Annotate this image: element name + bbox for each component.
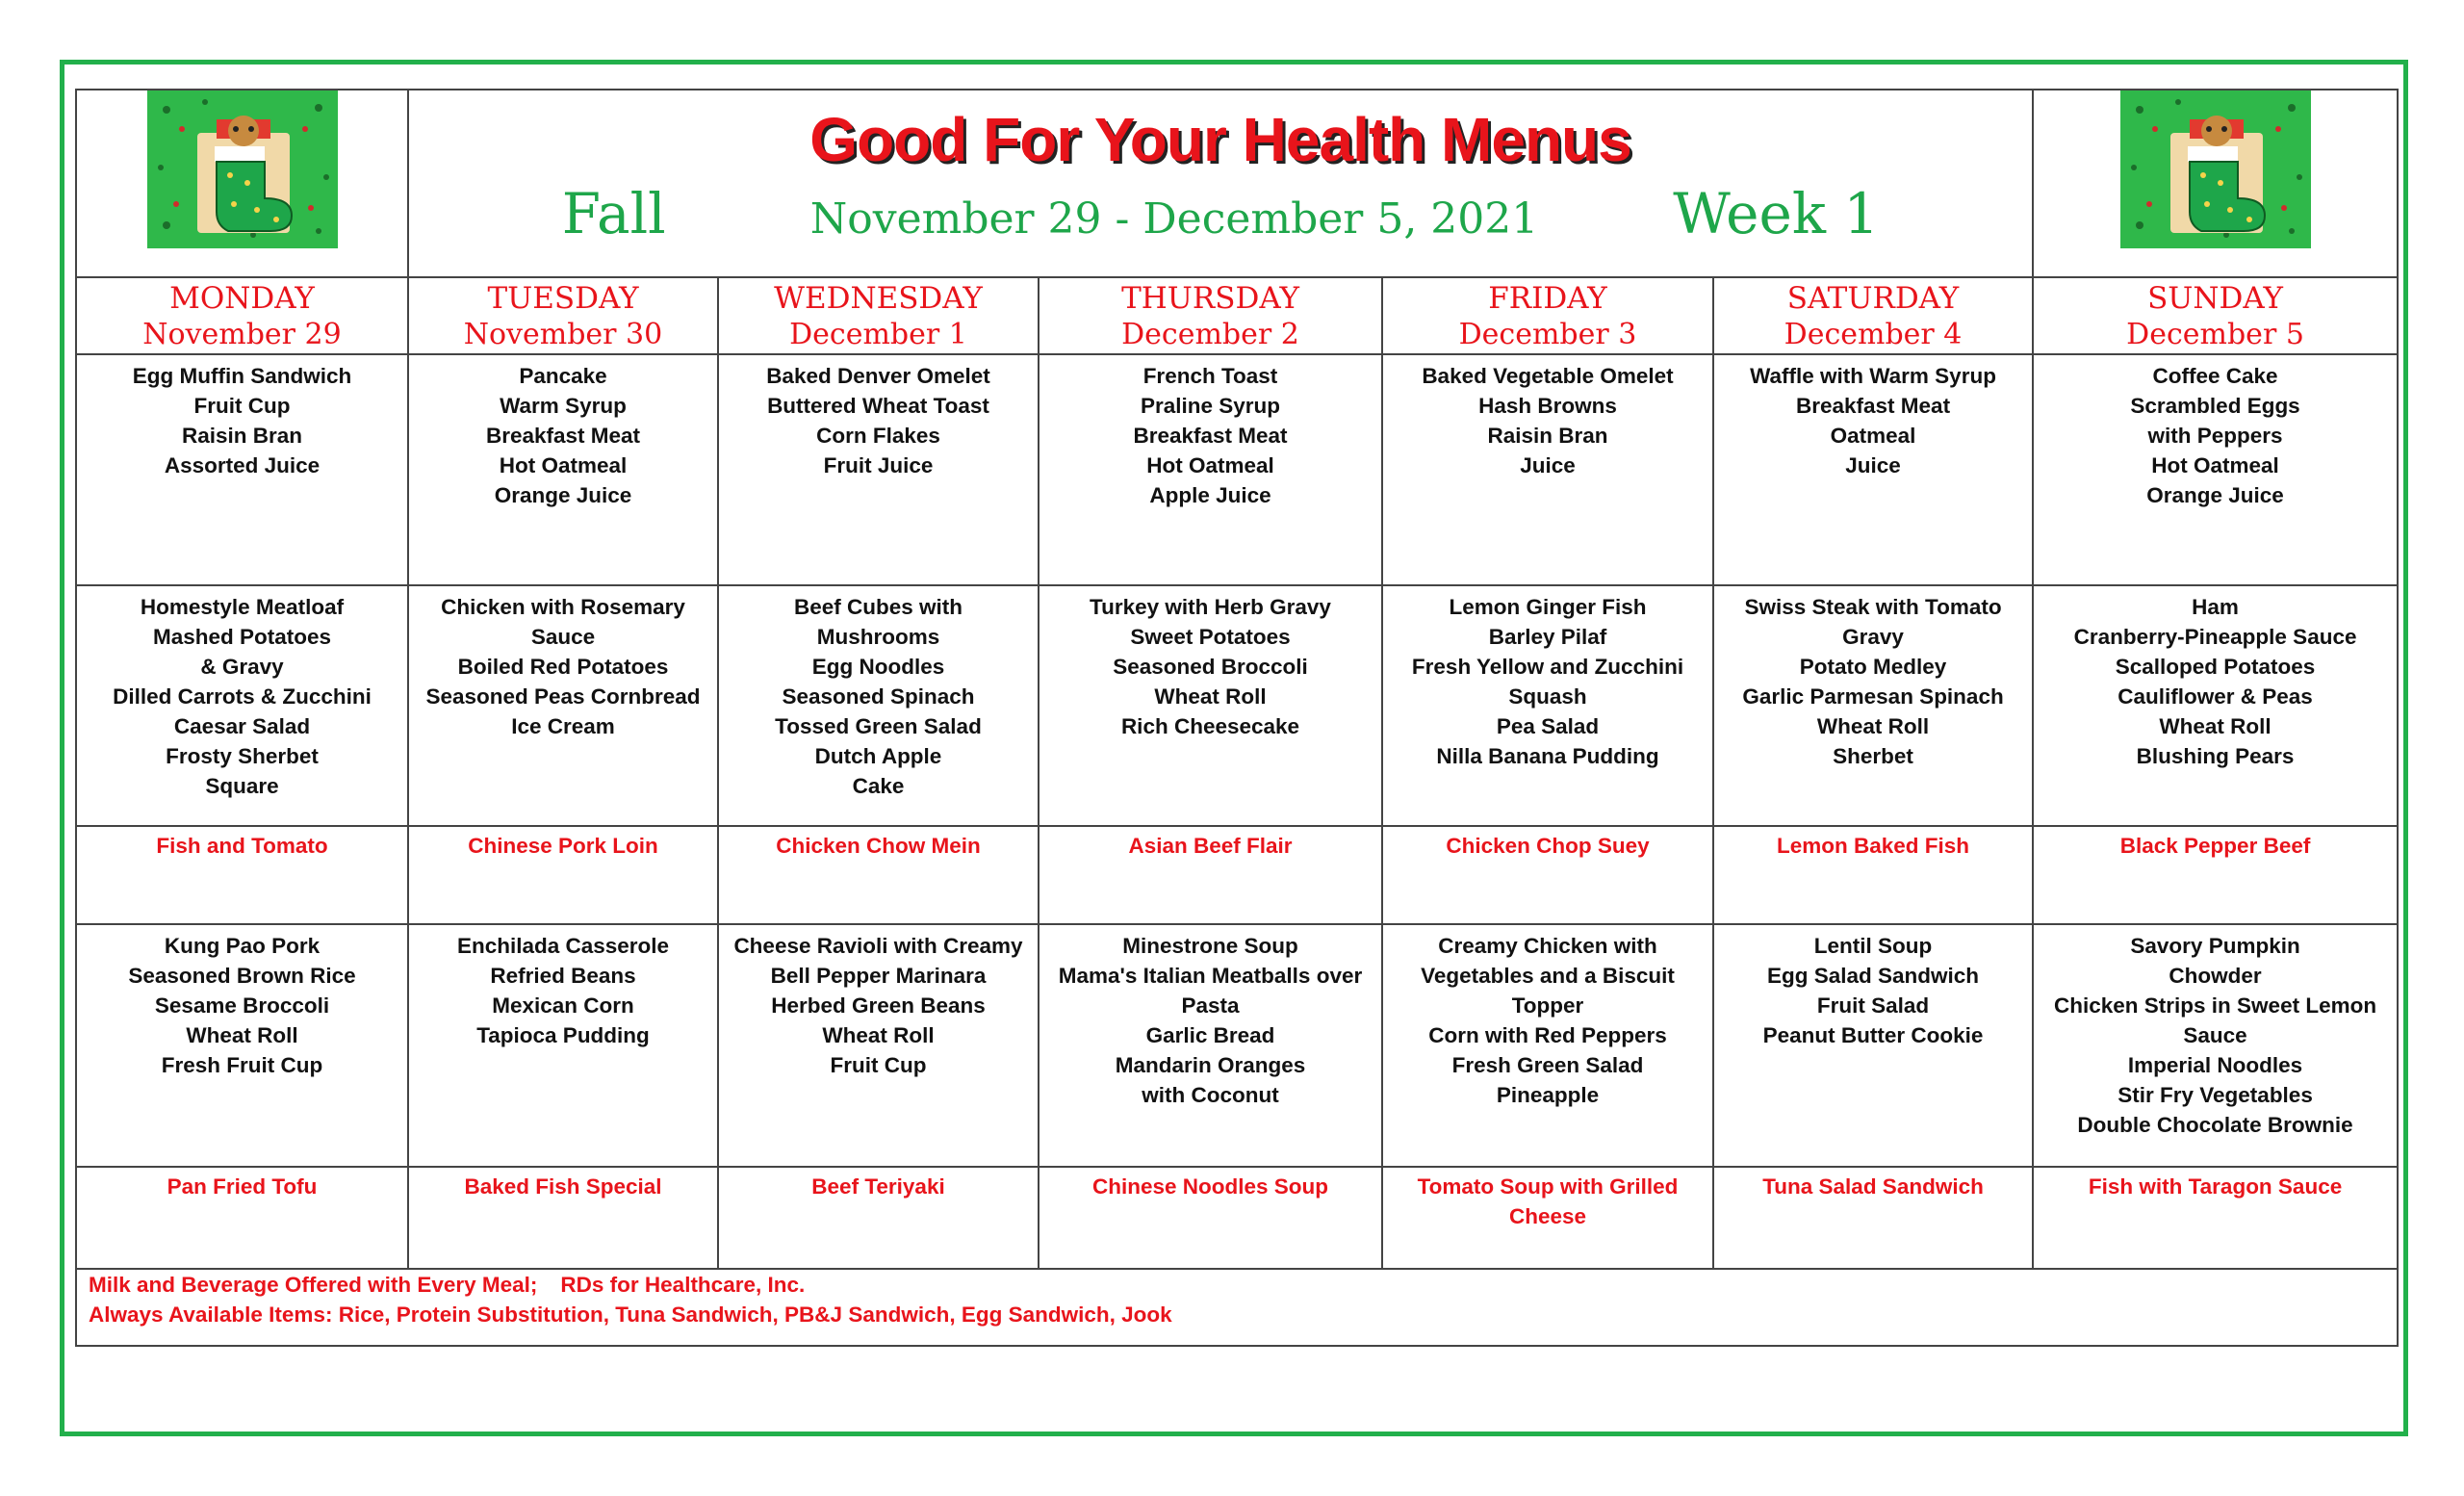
menu-item: Scrambled Eggs [2130,394,2300,418]
day-name: SATURDAY [1786,281,1960,316]
menu-item: Creamy Chicken with [1438,934,1657,958]
menu-item: Black Pepper Beef [2119,834,2311,858]
breakfast-cell-monday [76,354,408,585]
lunch-alt-list [409,827,717,861]
menu-item: Breakfast Meat [1795,394,1951,418]
menu-item: Dutch Apple [814,744,942,768]
menu-item: Potato Medley [1799,655,1947,679]
menu-item: Seasoned Broccoli [1113,655,1308,679]
menu-item: Wheat Roll [2159,714,2272,738]
lunch-alt-list [1383,827,1712,861]
menu-item: with Peppers [2147,424,2283,448]
lunch-alt-list [1040,827,1381,861]
menu-item: Breakfast Meat [485,424,641,448]
christmas-stocking-icon [2120,90,2311,248]
dinner-list [1040,925,1381,1110]
menu-item: Beef Teriyaki [811,1174,945,1199]
menu-item: Sauce [530,625,596,649]
menu-item: Squash [1508,684,1587,709]
day-name: MONDAY [169,281,315,316]
lunch-list [77,586,407,801]
menu-item: Chinese Noodles Soup [1091,1174,1329,1199]
menu-item: Oatmeal [1830,424,1916,448]
season-label: Fall [561,181,666,246]
dinner-cell-thursday [1039,924,1382,1167]
lunch-list [719,586,1038,801]
menu-item: Fruit Cup [193,394,291,418]
header-row [76,90,2398,277]
menu-item: Hash Browns [1478,394,1617,418]
breakfast-list [2034,355,2397,510]
lunch-alt-cell-friday [1382,826,1713,924]
menu-item: Sesame Broccoli [154,993,330,1018]
menu-item: Lemon Ginger Fish [1449,595,1647,619]
menu-item: Pasta [1181,993,1240,1018]
menu-item: Chowder [2169,964,2262,988]
lunch-alt-list [2034,827,2397,861]
day-date: November 29 [142,318,342,351]
dinner-alt-list [2034,1168,2397,1201]
dinner-alt-cell-saturday [1713,1167,2033,1269]
menu-item: Garlic Bread [1145,1023,1275,1047]
menu-item: Egg Muffin Sandwich [132,364,352,388]
menu-item: Dilled Carrots & Zucchini [113,684,372,709]
menu-item: Rich Cheesecake [1120,714,1300,738]
menu-item: Orange Juice [494,483,632,507]
footer-always-available: Always Available Items: Rice, Protein Substitution, Tuna Sandwich, PB&J Sandwich, Egg Sandwich, Jook [89,1303,1172,1327]
dinner-cell-tuesday [408,924,718,1167]
menu-item: Seasoned Brown Rice [128,964,356,988]
menu-item: Assorted Juice [164,453,321,477]
breakfast-cell-wednesday [718,354,1039,585]
breakfast-list [719,355,1038,480]
menu-item: Fresh Green Salad [1451,1053,1644,1077]
menu-item: Pea Salad [1496,714,1600,738]
menu-item: Savory Pumpkin [2130,934,2300,958]
menu-item: Waffle with Warm Syrup [1750,364,1996,388]
day-date: November 30 [463,318,663,351]
menu-item: Coffee Cake [2152,364,2278,388]
day-header-wednesday [718,277,1039,354]
dinner-alt-cell-sunday [2033,1167,2398,1269]
menu-item: Minestrone Soup [1122,934,1298,958]
dinner-cell-friday [1382,924,1713,1167]
menu-item: Cheese Ravioli with Creamy [733,934,1023,958]
dinner-cell-sunday [2033,924,2398,1167]
menu-item: Orange Juice [2146,483,2284,507]
menu-item: Asian Beef Flair [1128,834,1293,858]
lunch-list [2034,586,2397,771]
menu-item: Bell Pepper Marinara [770,964,987,988]
dinner-list [719,925,1038,1080]
lunch-alt-cell-tuesday [408,826,718,924]
dinner-list [2034,925,2397,1140]
menu-item: Ice Cream [511,714,615,738]
dinner-alt-row [76,1167,2398,1269]
day-header-sunday [2033,277,2398,354]
menu-item: Lentil Soup [1813,934,1933,958]
footer-row [76,1269,2398,1346]
menu-item: Sweet Potatoes [1130,625,1291,649]
dinner-list [409,925,717,1050]
menu-item: Double Chocolate Brownie [2077,1113,2353,1137]
menu-item: Cake [852,774,905,798]
dinner-cell-wednesday [718,924,1039,1167]
breakfast-cell-tuesday [408,354,718,585]
menu-item: Hot Oatmeal [1146,453,1274,477]
menu-item: Tossed Green Salad [775,714,982,738]
dinner-alt-list [1714,1168,2032,1201]
menu-item: French Toast [1142,364,1278,388]
menu-item: Chicken Chop Suey [1446,834,1650,858]
day-date: December 5 [2126,318,2304,351]
menu-item: Mandarin Oranges [1115,1053,1306,1077]
menu-item: Wheat Roll [822,1023,935,1047]
day-name: WEDNESDAY [774,281,983,316]
menu-item: Imperial Noodles [2127,1053,2303,1077]
menu-item: Baked Vegetable Omelet [1422,364,1674,388]
menu-item: Raisin Bran [181,424,303,448]
lunch-list [1714,586,2032,771]
menu-item: Raisin Bran [1487,424,1608,448]
lunch-list [1040,586,1381,741]
lunch-cell-monday [76,585,408,826]
week-label: Week 1 [1673,181,1880,246]
date-range: November 29 - December 5, 2021 [809,194,1539,244]
menu-item: Seasoned Spinach [782,684,975,709]
day-header-friday [1382,277,1713,354]
lunch-alt-cell-monday [76,826,408,924]
footer-notes [76,1269,2398,1346]
menu-item: Stir Fry Vegetables [2118,1083,2313,1107]
menu-item: Cheese [1508,1204,1587,1228]
header-subtitle [409,181,2032,246]
dinner-alt-cell-thursday [1039,1167,1382,1269]
menu-item: Baked Fish Special [464,1174,662,1199]
dinner-alt-cell-tuesday [408,1167,718,1269]
menu-item: Egg Noodles [811,655,945,679]
lunch-list [409,586,717,741]
breakfast-cell-thursday [1039,354,1382,585]
menu-item: Barley Pilaf [1488,625,1607,649]
menu-item: Fruit Salad [1816,993,1930,1018]
menu-item: Blushing Pears [2136,744,2295,768]
lunch-cell-tuesday [408,585,718,826]
dinner-alt-list [409,1168,717,1201]
menu-item: Mexican Corn [492,993,634,1018]
header-title-cell [408,90,2033,277]
logo-left [76,90,408,277]
menu-item: Sherbet [1833,744,1913,768]
menu-item: Beef Cubes with [793,595,963,619]
day-header-monday [76,277,408,354]
menu-item: Fish and Tomato [156,834,328,858]
day-date: December 1 [789,318,967,351]
menu-item: Breakfast Meat [1133,424,1288,448]
menu-item: Caesar Salad [173,714,311,738]
menu-item: Turkey with Herb Gravy [1090,595,1331,619]
menu-table [75,89,2399,1347]
lunch-alt-list [77,827,407,861]
menu-item: Herbed Green Beans [771,993,986,1018]
menu-item: Fresh Fruit Cup [161,1053,323,1077]
lunch-alt-row [76,826,2398,924]
menu-item: Mashed Potatoes [152,625,332,649]
lunch-alt-cell-thursday [1039,826,1382,924]
menu-item: Gravy [1842,625,1904,649]
day-name: SUNDAY [2147,281,2284,316]
menu-item: Square [205,774,279,798]
footer-company: RDs for Healthcare, Inc. [560,1273,806,1297]
menu-item: Lemon Baked Fish [1777,834,1970,858]
menu-item: Juice [1845,453,1901,477]
menu-item: Corn with Red Peppers [1428,1023,1667,1047]
menu-item: Fruit Juice [823,453,934,477]
breakfast-list [1040,355,1381,510]
lunch-alt-cell-saturday [1713,826,2033,924]
menu-item: Pancake [519,364,607,388]
menu-item: Tuna Salad Sandwich [1762,1174,1984,1199]
lunch-cell-friday [1382,585,1713,826]
menu-item: Frosty Sherbet [166,744,319,768]
menu-item: Peanut Butter Cookie [1762,1023,1984,1047]
breakfast-list [1714,355,2032,480]
menu-item: Pan Fried Tofu [167,1174,318,1199]
lunch-cell-thursday [1039,585,1382,826]
menu-item: Mama's Italian Meatballs over [1058,964,1363,988]
menu-item: Buttered Wheat Toast [767,394,989,418]
menu-item: Chicken Strips in Sweet Lemon [2054,993,2377,1018]
dinner-alt-list [1383,1168,1712,1231]
day-name: FRIDAY [1488,281,1607,316]
menu-item: Fish with Taragon Sauce [2088,1174,2343,1199]
dinner-cell-saturday [1713,924,2033,1167]
menu-item: Tomato Soup with Grilled [1417,1174,1679,1199]
menu-item: Chicken with Rosemary [441,595,685,619]
menu-item: Wheat Roll [1154,684,1267,709]
lunch-cell-wednesday [718,585,1039,826]
logo-right [2033,90,2398,277]
menu-item: Sauce [2183,1023,2247,1047]
menu-item: Mushrooms [816,625,940,649]
menu-item: Tapioca Pudding [476,1023,650,1047]
menu-item: Ham [2192,595,2239,619]
lunch-cell-sunday [2033,585,2398,826]
breakfast-cell-sunday [2033,354,2398,585]
menu-item: Baked Denver Omelet [766,364,990,388]
menu-item: Wheat Roll [186,1023,298,1047]
footer-beverage-note: Milk and Beverage Offered with Every Meal; [89,1273,538,1297]
page-title: Good For Your Health Menus [809,105,1631,174]
lunch-cell-saturday [1713,585,2033,826]
menu-item: & Gravy [200,655,284,679]
menu-item: Vegetables and a Biscuit [1421,964,1675,988]
menu-item: Scalloped Potatoes [2115,655,2316,679]
breakfast-list [1383,355,1712,480]
dinner-alt-cell-friday [1382,1167,1713,1269]
day-date: December 2 [1121,318,1299,351]
lunch-list [1383,586,1712,771]
lunch-alt-cell-sunday [2033,826,2398,924]
menu-item: Warm Syrup [500,394,627,418]
menu-item: Wheat Roll [1816,714,1930,738]
dinner-alt-cell-monday [76,1167,408,1269]
menu-item: Hot Oatmeal [2151,453,2279,477]
menu-item: Fresh Yellow and Zucchini [1411,655,1684,679]
dinner-list [1383,925,1712,1110]
dinner-row [76,924,2398,1167]
menu-item: Praline Syrup [1140,394,1281,418]
breakfast-cell-friday [1382,354,1713,585]
day-name: TUESDAY [487,281,639,316]
menu-item: Cauliflower & Peas [2118,684,2313,709]
menu-item: Chicken Chow Mein [776,834,981,858]
dinner-alt-list [719,1168,1038,1201]
lunch-alt-list [1714,827,2032,861]
menu-item: Nilla Banana Pudding [1436,744,1659,768]
menu-item: Boiled Red Potatoes [457,655,669,679]
menu-item: with Coconut [1142,1083,1279,1107]
day-header-row [76,277,2398,354]
menu-item: Refried Beans [490,964,636,988]
menu-item: Swiss Steak with Tomato [1744,595,2002,619]
menu-item: Chinese Pork Loin [468,834,658,858]
dinner-alt-list [77,1168,407,1201]
menu-item: Cranberry-Pineapple Sauce [2073,625,2357,649]
day-date: December 4 [1784,318,1963,351]
menu-item: Seasoned Peas Cornbread [425,684,701,709]
lunch-alt-list [719,827,1038,861]
menu-item: Garlic Parmesan Spinach [1742,684,2004,709]
lunch-alt-cell-wednesday [718,826,1039,924]
christmas-stocking-icon [147,90,338,248]
breakfast-row [76,354,2398,585]
menu-item: Homestyle Meatloaf [140,595,345,619]
breakfast-cell-saturday [1713,354,2033,585]
menu-item: Pineapple [1496,1083,1600,1107]
menu-item: Kung Pao Pork [164,934,321,958]
menu-item: Topper [1511,993,1584,1018]
dinner-list [1714,925,2032,1050]
menu-item: Fruit Cup [830,1053,927,1077]
dinner-cell-monday [76,924,408,1167]
day-header-thursday [1039,277,1382,354]
menu-item: Enchilada Casserole [456,934,670,958]
day-header-saturday [1713,277,2033,354]
menu-item: Apple Juice [1149,483,1271,507]
menu-item: Juice [1520,453,1576,477]
menu-item: Hot Oatmeal [499,453,628,477]
breakfast-list [409,355,717,510]
dinner-list [77,925,407,1080]
day-date: December 3 [1458,318,1637,351]
lunch-row [76,585,2398,826]
day-header-tuesday [408,277,718,354]
dinner-alt-list [1040,1168,1381,1201]
menu-item: Egg Salad Sandwich [1767,964,1980,988]
breakfast-list [77,355,407,480]
day-name: THURSDAY [1121,281,1299,316]
dinner-alt-cell-wednesday [718,1167,1039,1269]
menu-item: Corn Flakes [816,424,940,448]
